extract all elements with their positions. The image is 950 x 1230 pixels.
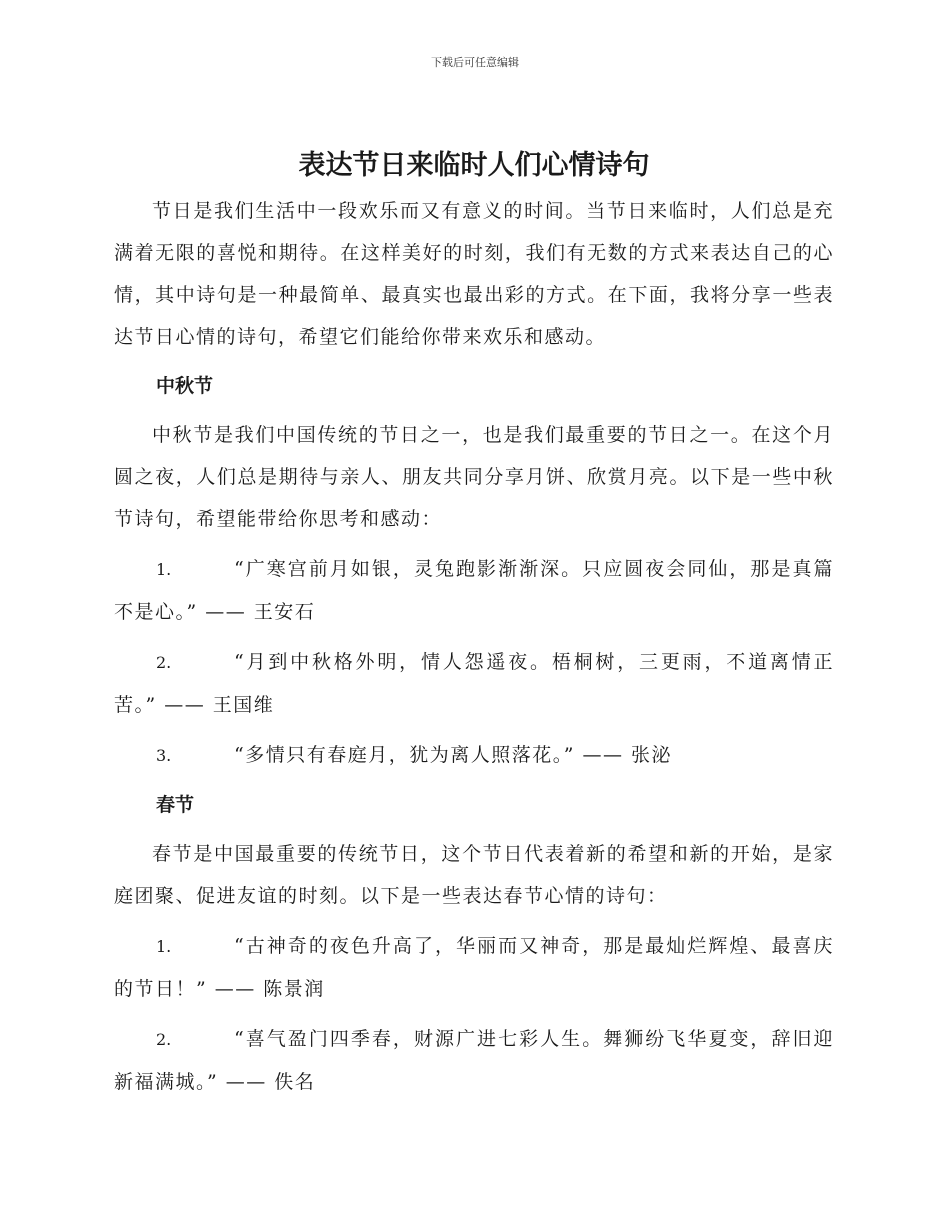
list-number: 2. bbox=[156, 653, 172, 672]
section-heading: 春节 bbox=[156, 794, 195, 816]
section-heading: 中秋节 bbox=[156, 375, 214, 397]
poem-list-item bbox=[114, 925, 834, 1010]
poem-list-item bbox=[114, 548, 834, 633]
header-note: 下载后可任意编辑 bbox=[431, 56, 519, 69]
poem-text: “月到中秋格外明，情人怨遥夜。梧桐树，三更雨，不道离情正苦。” —— 王国维 bbox=[114, 651, 834, 716]
section-mid-autumn bbox=[114, 366, 834, 777]
section-description: 春节是中国最重要的传统节日，这个节日代表着新的希望和新的开始，是家庭团聚、促进友谊的时刻。以下是一些表达春节心情的诗句： bbox=[114, 843, 834, 907]
poem-text: “多情只有春庭月，犹为离人照落花。” —— 张泌 bbox=[234, 744, 673, 766]
list-number: 2. bbox=[156, 1030, 172, 1049]
page-title: 表达节日来临时人们心情诗句 bbox=[298, 150, 650, 181]
intro-paragraph: 节日是我们生活中一段欢乐而又有意义的时间。当节日来临时，人们总是充满着无限的喜悦和期待。在这样美好的时刻，我们有无数的方式来表达自己的心情，其中诗句是一种最简单、最真实也最出彩的方式。在下面，我将分享一些表达节日心情的诗句，希望它们能给你带来欢乐和感动。 bbox=[114, 200, 834, 348]
poem-list-item bbox=[114, 641, 834, 726]
poem-text: “喜气盈门四季春，财源广进七彩人生。舞狮纷飞华夏变，辞旧迎新福满城。” —— 佚名 bbox=[114, 1028, 834, 1093]
document-body bbox=[114, 146, 834, 1111]
poem-text: “广寒宫前月如银，灵兔跑影渐渐深。只应圆夜会同仙，那是真篇不是心。” —— 王安石 bbox=[114, 558, 834, 623]
poem-text: “古神奇的夜色升高了，华丽而又神奇，那是最灿烂辉煌、最喜庆的节日！” —— 陈景润 bbox=[114, 935, 834, 1000]
section-description: 中秋节是我们中国传统的节日之一，也是我们最重要的节日之一。在这个月圆之夜，人们总是期待与亲人、朋友共同分享月饼、欣赏月亮。以下是一些中秋节诗句，希望能带给你思考和感动： bbox=[114, 424, 834, 530]
list-number: 1. bbox=[156, 560, 172, 579]
poem-list-item bbox=[114, 734, 834, 777]
list-number: 3. bbox=[156, 746, 172, 765]
list-number: 1. bbox=[156, 937, 172, 956]
section-spring-festival bbox=[114, 785, 834, 1103]
poem-list-item bbox=[114, 1018, 834, 1103]
